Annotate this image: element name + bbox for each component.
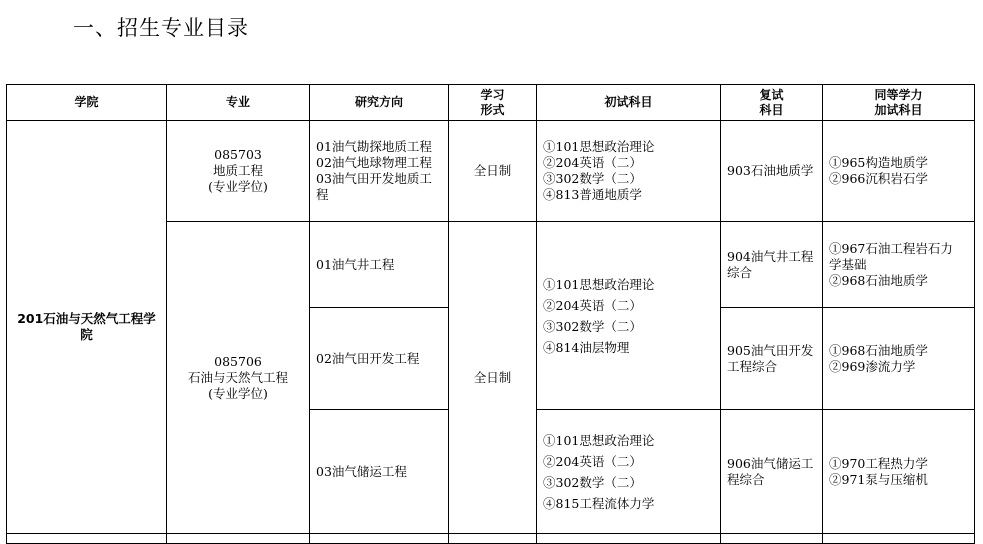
- exam-subject: ④813普通地质学: [543, 187, 642, 202]
- major-name: 石油与天然气工程: [187, 369, 288, 385]
- table-row-partial: [7, 534, 975, 544]
- direction-cell: 03油气储运工程: [310, 410, 449, 534]
- study-mode-cell: 全日制: [449, 121, 537, 222]
- college-name-line2: 院: [80, 327, 93, 342]
- study-mode-cell: 全日制: [449, 222, 537, 534]
- empty-cell: [721, 534, 823, 544]
- empty-cell: [167, 534, 310, 544]
- header-extra-line1: 同等学力: [874, 87, 923, 102]
- header-extra-exam: [823, 85, 975, 121]
- extra-subject: ①965构造地质学: [829, 155, 928, 170]
- extra-exam-cell: [823, 121, 975, 222]
- exam-cell: [537, 222, 721, 410]
- exam-subject: ②204英语（二）: [543, 453, 642, 469]
- extra-exam-cell: [823, 222, 975, 308]
- retest-subject: 程综合: [727, 471, 765, 487]
- retest-subject: 904油气井工程: [727, 248, 814, 264]
- direction-cell: [310, 121, 449, 222]
- exam-subject: ②204英语（二）: [543, 297, 642, 313]
- extra-subject: ②968石油地质学: [829, 272, 928, 288]
- major-degree: (专业学位): [208, 179, 268, 194]
- retest-subject: 综合: [727, 264, 753, 280]
- header-extra-line2: 加试科目: [874, 102, 923, 117]
- direction-item: 01油气勘探地质工程: [316, 139, 432, 154]
- header-college: 学院: [7, 85, 167, 121]
- header-study-mode: [449, 85, 537, 121]
- empty-cell: [310, 534, 449, 544]
- extra-subject: ①968石油地质学: [829, 342, 928, 358]
- exam-subject: ③302数学（二）: [543, 318, 642, 334]
- exam-subject: ③302数学（二）: [543, 171, 642, 186]
- extra-subject: ①967石油工程岩石力: [829, 240, 953, 256]
- direction-item: 02油气地球物理工程: [316, 155, 432, 170]
- header-study-mode-line1: 学习: [480, 87, 505, 102]
- retest-subject: 工程综合: [727, 358, 778, 374]
- major-name: 地质工程: [212, 163, 263, 178]
- header-direction: 研究方向: [310, 85, 449, 121]
- empty-cell: [823, 534, 975, 544]
- exam-cell: [537, 121, 721, 222]
- page-title: 一、招生专业目录: [73, 16, 249, 40]
- header-initial-exam: 初试科目: [537, 85, 721, 121]
- major-cell: [167, 121, 310, 222]
- table-header-row: [7, 85, 975, 121]
- college-cell: [7, 121, 167, 534]
- retest-subject: 906油气储运工: [727, 455, 814, 471]
- extra-subject: ②969渗流力学: [829, 358, 916, 374]
- direction-item: 程: [316, 187, 329, 202]
- extra-exam-cell: [823, 308, 975, 410]
- exam-subject: ①101思想政治理论: [543, 139, 655, 154]
- extra-exam-cell: [823, 410, 975, 534]
- college-name-line1: 201石油与天然气工程学: [17, 311, 156, 326]
- retest-cell: [721, 410, 823, 534]
- header-retest-line1: 复试: [759, 87, 784, 102]
- empty-cell: [449, 534, 537, 544]
- header-study-mode-line2: 形式: [480, 102, 505, 117]
- header-retest-line2: 科目: [759, 102, 784, 117]
- extra-subject: 学基础: [829, 256, 867, 272]
- empty-cell: [7, 534, 167, 544]
- exam-subject: ②204英语（二）: [543, 155, 642, 170]
- table-row: [7, 121, 975, 222]
- retest-cell: [721, 308, 823, 410]
- extra-subject: ②966沉积岩石学: [829, 171, 928, 186]
- retest-subject: 905油气田开发: [727, 342, 814, 358]
- header-major: 专业: [167, 85, 310, 121]
- major-code: 085706: [214, 353, 262, 369]
- extra-subject: ②971泵与压缩机: [829, 471, 928, 487]
- exam-subject: ③302数学（二）: [543, 474, 642, 490]
- exam-subject: ①101思想政治理论: [543, 432, 655, 448]
- empty-cell: [537, 534, 721, 544]
- header-retest: [721, 85, 823, 121]
- direction-cell: 01油气井工程: [310, 222, 449, 308]
- direction-item: 03油气田开发地质工: [316, 171, 432, 186]
- exam-cell: [537, 410, 721, 534]
- major-code: 085703: [214, 147, 262, 162]
- retest-cell: [721, 222, 823, 308]
- exam-subject: ④814油层物理: [543, 339, 630, 355]
- enrollment-catalog-table: [6, 84, 975, 544]
- retest-cell: 903石油地质学: [721, 121, 823, 222]
- exam-subject: ①101思想政治理论: [543, 276, 655, 292]
- extra-subject: ①970工程热力学: [829, 455, 928, 471]
- exam-subject: ④815工程流体力学: [543, 495, 655, 511]
- direction-cell: 02油气田开发工程: [310, 308, 449, 410]
- major-degree: (专业学位): [208, 385, 268, 401]
- major-cell: [167, 222, 310, 534]
